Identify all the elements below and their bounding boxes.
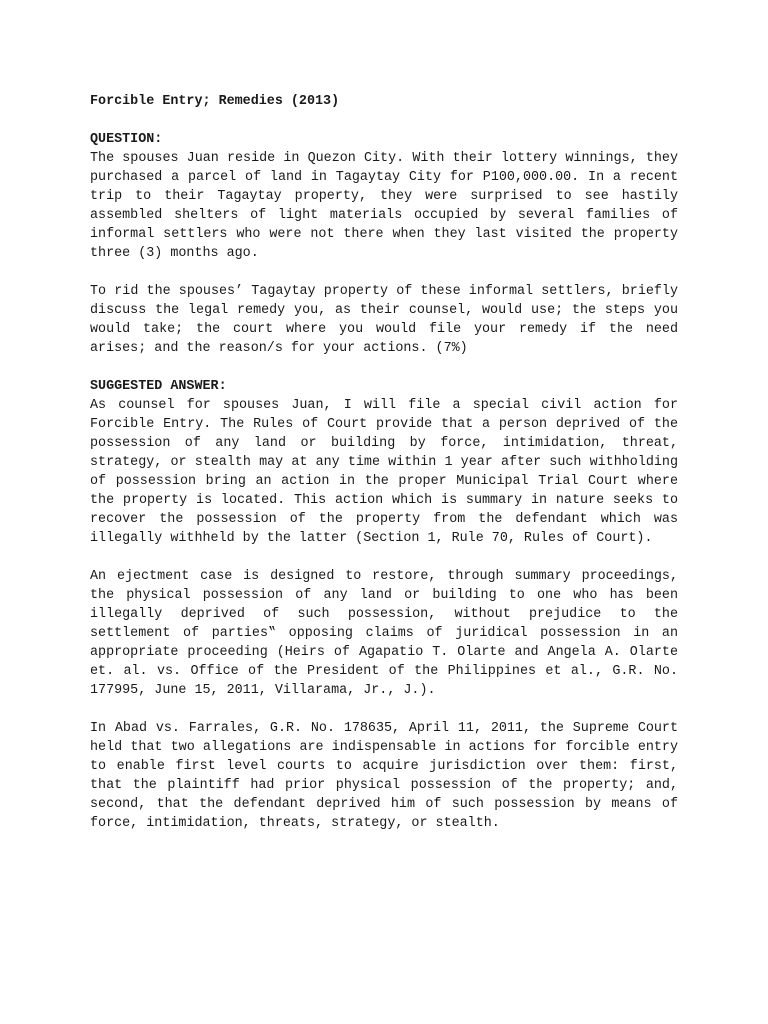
question-paragraph-2: To rid the spouses’ Tagaytay property of these informal settlers, briefly discuss the legal remedy you, as their counsel, would use; the steps you would take; the court where you would file your remedy if the need arises; and the reason/s for your actions. (7%) [90,284,678,356]
answer-paragraph-2: An ejectment case is designed to restore, through summary proceedings, the physical possession of any land or building to one who has been illegally deprived of such possession, without prejudice to the settlement of parties‟ opposing claims of juridical possession in an appropriate proceeding (Heirs of Agapatio T. Olarte and Angela A. Olarte et. al. vs. Office of the President of the Philippines et al., G.R. No. 177995, June 15, 2011, Villarama, Jr., J.). [90,569,678,698]
spacer [90,358,678,377]
question-paragraph-1: The spouses Juan reside in Quezon City. With their lottery winnings, they purchased a parcel of land in Tagaytay City for P100,000.00. In a recent trip to their Tagaytay property, they were surprised to see hastily assembled shelters of light materials occupied by several families of informal settlers who were not there when they last visited the property three (3) months ago. [90,151,678,261]
answer-paragraph-3: In Abad vs. Farrales, G.R. No. 178635, April 11, 2011, the Supreme Court held that two allegations are indispensable in actions for forcible entry to enable first level courts to acquire jurisdiction over them: first, that the plaintiff had prior physical possession of the property; and, second, that the defendant deprived him of such possession by means of force, intimidation, threats, strategy, or stealth. [90,721,678,831]
answer-heading: SUGGESTED ANSWER: [90,379,227,394]
document-page [90,92,678,833]
spacer [90,548,678,567]
spacer [90,263,678,282]
document-title: Forcible Entry; Remedies (2013) [90,94,340,109]
answer-paragraph-1: As counsel for spouses Juan, I will file a special civil action for Forcible Entry. The Rules of Court provide that a person deprived of the possession of any land or building by force, intimidation, threat, strategy, or stealth may at any time within 1 year after such withholding of possession bring an action in the proper Municipal Trial Court where the property is located. This action which is summary in nature seeks to recover the possession of the property from the defendant which was illegally withheld by the latter (Section 1, Rule 70, Rules of Court). [90,398,678,546]
question-heading: QUESTION: [90,132,163,147]
spacer [90,700,678,719]
spacer [90,111,678,130]
